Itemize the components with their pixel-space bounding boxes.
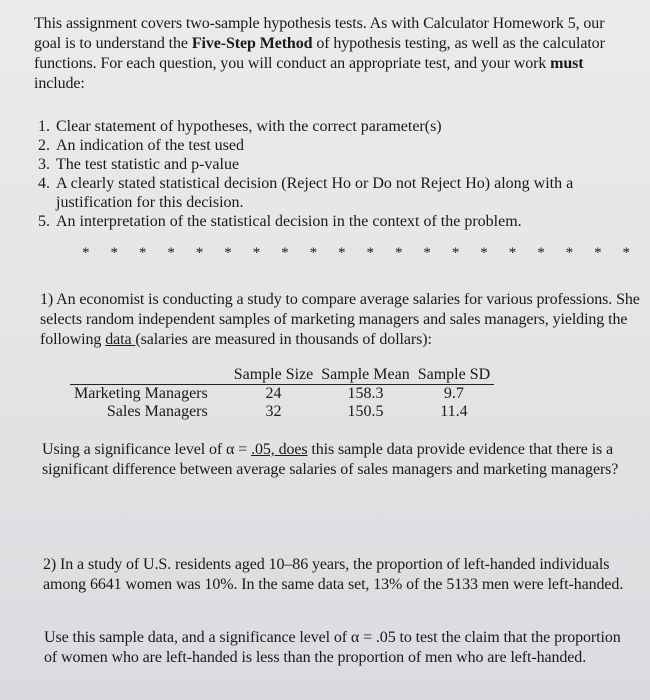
intro-bold-method: Five-Step Method [191, 35, 313, 52]
header-sample-size: Sample Size [230, 366, 318, 385]
header-sample-mean: Sample Mean [317, 366, 413, 385]
intro-bold-must: must [550, 55, 584, 72]
question-1-prompt [42, 440, 642, 480]
question-1-underlined: data [105, 331, 136, 348]
cell-size: 32 [265, 403, 282, 420]
question-2-text: 2) In a study of U.S. residents aged 10–86 years, the proportion of left-handed individuals among 6641 women was 10%. In the same data set, 13% of the 5133 men were left-handed. [43, 556, 624, 593]
header-sample-sd: Sample SD [414, 366, 494, 385]
salary-table [70, 366, 494, 421]
intro-text-3: include: [34, 75, 85, 92]
cell-size: 24 [265, 385, 282, 402]
list-item: 5. An interpretation of the statistical decision in the context of the problem. [54, 212, 614, 231]
list-item: 4. A clearly stated statistical decision (Reject Ho or Do not Reject Ho) along with a justification for this decision. [54, 174, 614, 212]
intro-paragraph [34, 14, 634, 94]
table-corner [70, 366, 230, 385]
cell-mean: 150.5 [347, 403, 384, 420]
row-label: Sales Managers [106, 403, 208, 420]
list-item: 1. Clear statement of hypotheses, with the correct parameter(s) [54, 117, 614, 136]
row-label: Marketing Managers [70, 385, 230, 404]
question-1-prompt-1: Using a significance level of α = [42, 441, 252, 458]
question-1-text [40, 290, 640, 350]
requirements-list [18, 117, 614, 231]
list-item: 3. The test statistic and p-value [54, 155, 614, 174]
cell-sd: 9.7 [443, 385, 464, 402]
list-item: 2. An indication of the test used [54, 136, 614, 155]
question-2-prompt: Use this sample data, and a significance level of α = .05 to test the claim that the proportion of women who are left-handed is less than the proportion of men who are left-handed. [44, 629, 621, 666]
question-1-prompt-2: this sample data provide evidence that there is a significant difference between average salaries of sales managers and marketing managers? [42, 441, 619, 478]
intro-text-2: of hypothesis testing, as well as the calculator functions. For each question, you will conduct an appropriate test, and your work [34, 35, 605, 72]
intro-text-1: This assignment covers two-sample hypothesis tests. As with Calculator Homework 5, our goal is to understand the [34, 15, 605, 52]
question-1-prompt-underlined: .05, does [251, 441, 308, 458]
table-header-row [70, 366, 494, 385]
cell-sd: 11.4 [440, 403, 468, 420]
table-row [70, 403, 494, 421]
cell-mean: 158.3 [347, 385, 384, 402]
question-1-text-1: 1) An economist is conducting a study to compare average salaries for various professions. She selects random independent samples of marketing managers and sales managers, yielding the following [40, 291, 640, 348]
star-separator: * * * * * * * * * * * * * * * * * * * * [82, 245, 639, 261]
table-row [70, 385, 494, 404]
question-1-text-2: (salaries are measured in thousands of dollars): [135, 331, 432, 348]
